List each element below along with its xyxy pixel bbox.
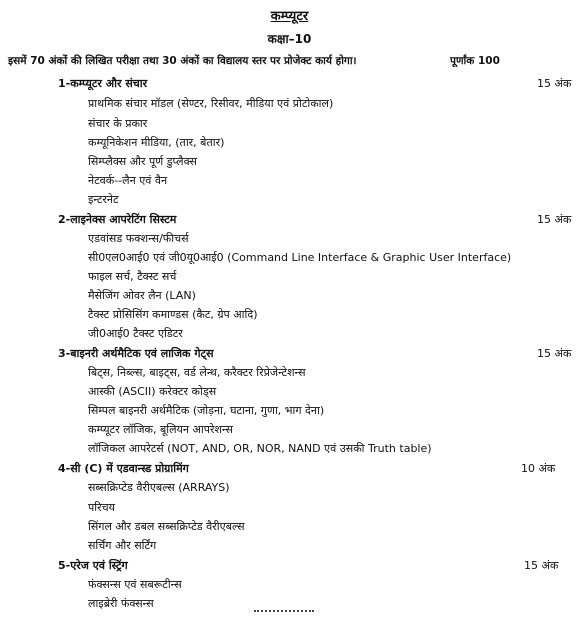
- unit-3-topic: आस्की (ASCII) करेक्टर कोड्स: [88, 385, 217, 398]
- unit-1-topic: कम्यूनिकेशन मीडिया, (तार, बेतार): [88, 136, 225, 149]
- unit-5-topic: फंक्सन्स एवं सबरूटीन्स: [88, 578, 182, 591]
- unit-5-topic: लाइब्रेरी फंक्सन्स: [88, 597, 154, 610]
- unit-4-topic: परिचय: [88, 501, 115, 514]
- unit-2-topic: एडवांसड फक्शन्स/फीचर्स: [88, 232, 189, 245]
- unit-3-topic: कम्प्यूटर लॉजिक, बूलियन आपरेशन्स: [88, 423, 233, 436]
- class-label: कक्षा–10: [267, 32, 312, 46]
- unit-2-topic: सी0एल0आई0 एवं जी0यू0आई0 (Command Line Interface & Graphic User Interface): [88, 251, 512, 264]
- unit-4-topic: सिंगल और डबल सब्सक्रिप्टेड वैरीएबल्स: [88, 520, 245, 533]
- unit-1-marks: 15 अंक: [537, 77, 572, 90]
- unit-3-heading: 3-बाइनरी अर्थमैटिक एवं लाजिक गेट्स: [58, 347, 214, 360]
- exam-intro: इसमें 70 अंकों की लिखित परीक्षा तथा 30 अंकों का विद्यालय स्तर पर प्रोजेक्ट कार्य होगा।: [8, 55, 357, 67]
- unit-2-topic: फाइल सर्च, टैक्स्ट सर्च: [88, 270, 177, 283]
- unit-2-heading: 2-लाइनेक्स आपरेटिंग सिस्टम: [58, 213, 177, 226]
- unit-1-heading: 1-कम्प्यूटर और संचार: [58, 77, 148, 90]
- unit-3-topic: सिम्पल बाइनरी अर्थमैटिक (जोड़ना, घटाना, गुणा, भाग देना): [88, 404, 325, 417]
- unit-1-topic: सिम्प्लैक्स और पूर्ण डुप्लैक्स: [88, 155, 197, 168]
- unit-5-marks: 15 अंक: [524, 559, 559, 572]
- full-marks: पूर्णांक 100: [450, 55, 500, 67]
- unit-4-heading: 4-सी (C) में एडवान्स्ड प्रोग्रामिंग: [58, 462, 189, 475]
- unit-2-topic: जी0आई0 टैक्स्ट एडिटर: [88, 327, 183, 340]
- unit-2-topic: टैक्स्ट प्रोसिसिंग कमाण्डस (कैट, ग्रेप आदि): [88, 308, 258, 321]
- unit-5-heading: 5-एरेज एवं स्ट्रिंग: [58, 559, 128, 572]
- unit-1-topic: नेटवर्क--लैन एवं वैन: [88, 174, 168, 187]
- unit-4-topic: सब्सक्रिप्टेड वैरीएबल्स (ARRAYS): [88, 481, 230, 494]
- unit-2-marks: 15 अंक: [537, 213, 572, 226]
- page-continuation-mark: [254, 610, 314, 616]
- unit-4-marks: 10 अंक: [521, 462, 556, 475]
- unit-2-topic: मैसेजिंग ओवर लैन (LAN): [88, 289, 196, 302]
- page-title: कम्प्यूटर: [270, 9, 309, 24]
- unit-1-topic: प्राथमिक संचार मॉडल (सेण्टर, रिसीवर, मीडिया एवं प्रोटोकाल): [88, 97, 334, 110]
- unit-1-topic: इन्टरनेट: [88, 193, 119, 206]
- unit-1-topic: संचार के प्रकार: [88, 117, 148, 130]
- unit-3-topic: बिट्स, निब्ल्स, बाइट्स, वर्ड लेन्थ, करैक्टर रिप्रेजेन्टेशन्स: [88, 366, 306, 379]
- unit-3-topic: लॉजिकल आपरेटर्स (NOT, AND, OR, NOR, NAND एवं उसकी Truth table): [88, 442, 432, 455]
- unit-3-marks: 15 अंक: [537, 347, 572, 360]
- unit-4-topic: सर्चिंग और सर्टिंग: [88, 539, 157, 552]
